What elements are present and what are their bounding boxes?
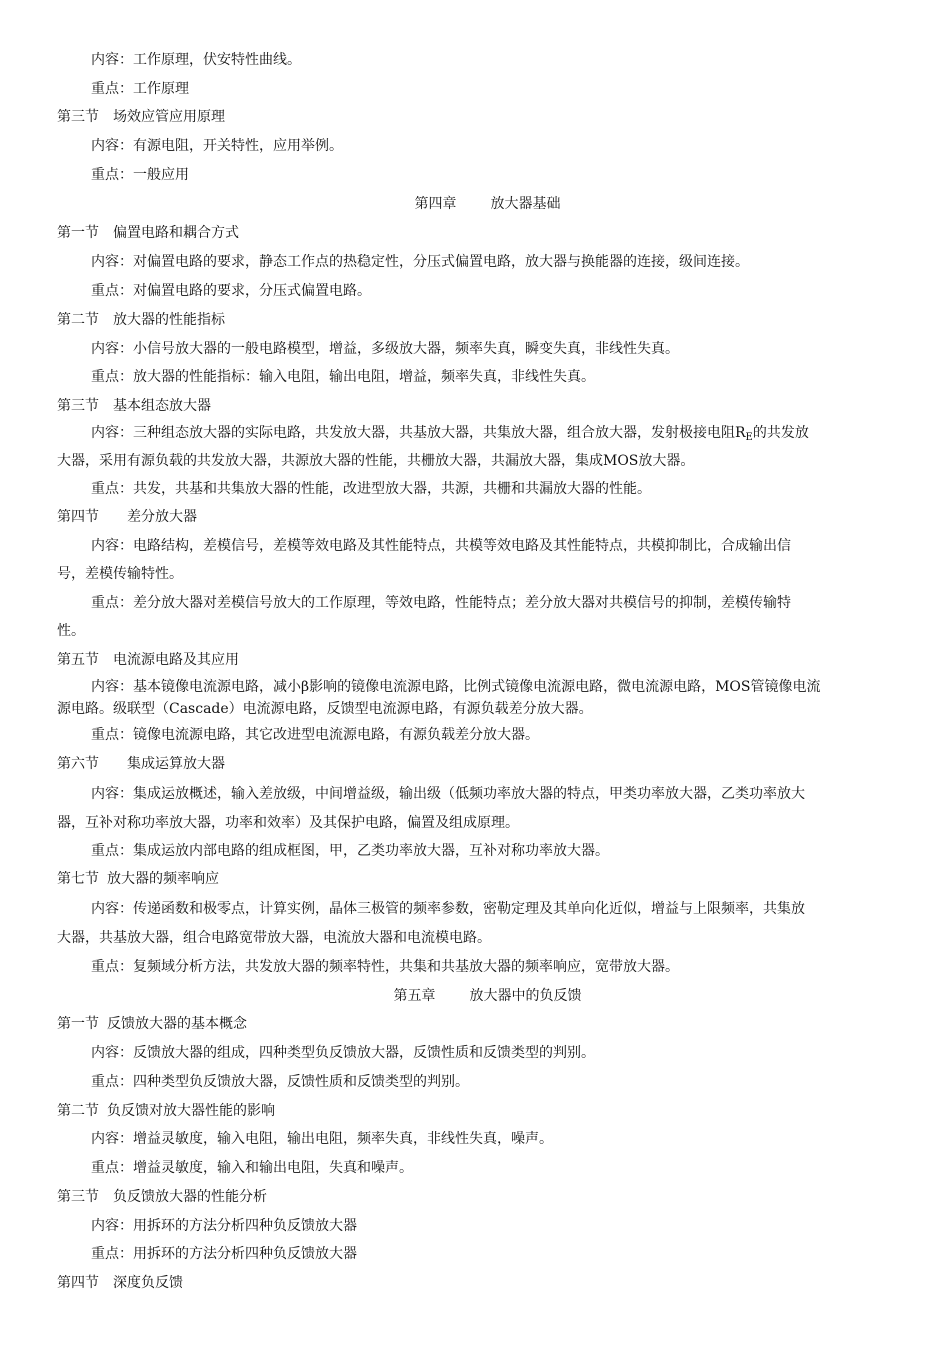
section-heading — [57, 1274, 183, 1292]
subscript: E — [745, 432, 753, 443]
section-number: 第一节 — [57, 1016, 99, 1032]
content-line — [91, 340, 679, 358]
keypoint-line — [91, 368, 595, 386]
section-number: 第四节 — [57, 1275, 99, 1291]
section-heading — [57, 651, 239, 669]
content-line — [91, 678, 821, 696]
text: 内容：有源电阻，开关特性，应用举例。 — [91, 138, 343, 154]
content-line — [91, 1130, 553, 1148]
keypoint-line — [91, 726, 539, 744]
section-number: 第三节 — [57, 109, 99, 125]
text: 内容：工作原理，伏安特性曲线。 — [91, 52, 301, 68]
text: 大器，共基放大器，组合电路宽带放大器，电流放大器和电流模电路。 — [57, 930, 491, 946]
text: 内容：三种组态放大器的实际电路，共发放大器，共基放大器，共集放大器，组合放大器，发射极接电阻R — [91, 425, 746, 441]
section-heading — [57, 508, 197, 526]
section-number: 第一节 — [57, 225, 99, 241]
text: 内容：用拆环的方法分析四种负反馈放大器 — [91, 1218, 357, 1234]
section-title: 偏置电路和耦合方式 — [113, 225, 239, 241]
chapter-number: 第五章 — [393, 988, 436, 1004]
text: 重点：四种类型负反馈放大器，反馈性质和反馈类型的判别。 — [91, 1074, 469, 1090]
section-title: 集成运算放大器 — [127, 756, 225, 772]
text: 内容：电路结构，差模信号，差模等效电路及其性能特点，共模等效电路及其性能特点，共模抑制比，合成输出信 — [91, 538, 791, 554]
content-line — [91, 51, 301, 69]
chapter-heading — [0, 987, 951, 1005]
content-line-cont — [57, 929, 491, 947]
section-title: 基本组态放大器 — [113, 398, 211, 414]
keypoint-line — [91, 80, 189, 98]
section-title: 电流源电路及其应用 — [113, 652, 239, 668]
keypoint-line — [91, 1245, 357, 1263]
keypoint-line — [91, 1159, 413, 1177]
content-line-cont — [57, 452, 694, 470]
section-title: 差分放大器 — [127, 509, 197, 525]
content-line — [91, 1044, 595, 1062]
text: 大器，采用有源负载的共发放大器，共源放大器的性能，共栅放大器，共漏放大器，集成MOS放大器。 — [57, 453, 695, 469]
keypoint-line-cont — [57, 622, 85, 640]
content-line — [91, 537, 791, 555]
chapter-title: 放大器中的负反馈 — [469, 988, 582, 1004]
section-heading — [57, 1015, 247, 1033]
text: 器，互补对称功率放大器，功率和效率）及其保护电路，偏置及组成原理。 — [57, 815, 519, 831]
section-number: 第三节 — [57, 398, 99, 414]
content-line — [91, 137, 343, 155]
section-title: 反馈放大器的基本概念 — [107, 1016, 247, 1032]
section-title: 放大器的性能指标 — [113, 312, 225, 328]
text: 内容：增益灵敏度，输入电阻，输出电阻，频率失真，非线性失真，噪声。 — [91, 1131, 553, 1147]
text: 内容：集成运放概述，输入差放级，中间增益级，输出级（低频功率放大器的特点，甲类功率放大器，乙类功率放大 — [91, 786, 805, 802]
text: 重点：复频域分析方法，共发放大器的频率特性，共集和共基放大器的频率响应，宽带放大器。 — [91, 959, 679, 975]
text: 重点：一般应用 — [91, 167, 189, 183]
text: 的共发放 — [752, 425, 809, 441]
keypoint-line — [91, 282, 371, 300]
text: 重点：放大器的性能指标：输入电阻，输出电阻，增益，频率失真，非线性失真。 — [91, 369, 595, 385]
text: 源电路。级联型（Cascade）电流源电路，反馈型电流源电路，有源负载差分放大器。 — [57, 701, 593, 717]
text: 重点：增益灵敏度，输入和输出电阻，失真和噪声。 — [91, 1160, 413, 1176]
keypoint-line — [91, 958, 679, 976]
content-line — [91, 1217, 357, 1235]
section-title: 负反馈放大器的性能分析 — [113, 1189, 267, 1205]
section-number: 第四节 — [57, 509, 99, 525]
section-title: 放大器的频率响应 — [107, 871, 219, 887]
keypoint-line — [91, 1073, 469, 1091]
content-line-cont — [57, 565, 183, 583]
text: 重点：共发，共基和共集放大器的性能，改进型放大器，共源，共栅和共漏放大器的性能。 — [91, 481, 651, 497]
chapter-title: 放大器基础 — [490, 196, 561, 212]
keypoint-line — [91, 166, 189, 184]
text: 重点：集成运放内部电路的组成框图，甲，乙类功率放大器，互补对称功率放大器。 — [91, 843, 609, 859]
text: 重点：对偏置电路的要求，分压式偏置电路。 — [91, 283, 371, 299]
section-number: 第二节 — [57, 312, 99, 328]
content-line — [91, 785, 805, 803]
text: 内容：反馈放大器的组成，四种类型负反馈放大器，反馈性质和反馈类型的判别。 — [91, 1045, 595, 1061]
text: 重点：工作原理 — [91, 81, 189, 97]
text: 重点：镜像电流源电路，其它改进型电流源电路，有源负载差分放大器。 — [91, 727, 539, 743]
section-title: 场效应管应用原理 — [113, 109, 225, 125]
content-line — [91, 424, 809, 442]
text: 内容：对偏置电路的要求，静态工作点的热稳定性，分压式偏置电路，放大器与换能器的连接，级间连接。 — [91, 254, 749, 270]
text: 重点：用拆环的方法分析四种负反馈放大器 — [91, 1246, 357, 1262]
content-line-cont — [57, 814, 519, 832]
section-title: 负反馈对放大器性能的影响 — [107, 1103, 275, 1119]
keypoint-line — [91, 842, 609, 860]
text: 内容：小信号放大器的一般电路模型，增益，多级放大器，频率失真，瞬变失真，非线性失真。 — [91, 341, 679, 357]
section-number: 第六节 — [57, 756, 99, 772]
section-heading — [57, 755, 225, 773]
content-line — [91, 900, 805, 918]
section-heading — [57, 311, 225, 329]
section-number: 第五节 — [57, 652, 99, 668]
keypoint-line — [91, 594, 791, 612]
text: 内容：传递函数和极零点，计算实例，晶体三极管的频率参数，密勒定理及其单向化近似，增益与上限频率，共集放 — [91, 901, 805, 917]
content-line — [91, 253, 749, 271]
text: 性。 — [57, 623, 85, 639]
text: 号，差模传输特性。 — [57, 566, 183, 582]
section-heading — [57, 870, 219, 888]
section-title: 深度负反馈 — [113, 1275, 183, 1291]
text: 内容：基本镜像电流源电路，减小β影响的镜像电流源电路，比例式镜像电流源电路，微电流源电路，MOS管镜像电流 — [91, 679, 821, 695]
section-number: 第二节 — [57, 1103, 99, 1119]
section-heading — [57, 1188, 267, 1206]
section-heading — [57, 397, 211, 415]
section-heading — [57, 224, 239, 242]
text: 重点：差分放大器对差模信号放大的工作原理，等效电路，性能特点；差分放大器对共模信号的抑制，差模传输特 — [91, 595, 791, 611]
keypoint-line — [91, 480, 651, 498]
section-number: 第七节 — [57, 871, 99, 887]
section-number: 第三节 — [57, 1189, 99, 1205]
content-line-cont — [57, 700, 593, 718]
section-heading — [57, 108, 225, 126]
chapter-heading — [0, 195, 951, 213]
section-heading — [57, 1102, 275, 1120]
chapter-number: 第四章 — [414, 196, 457, 212]
